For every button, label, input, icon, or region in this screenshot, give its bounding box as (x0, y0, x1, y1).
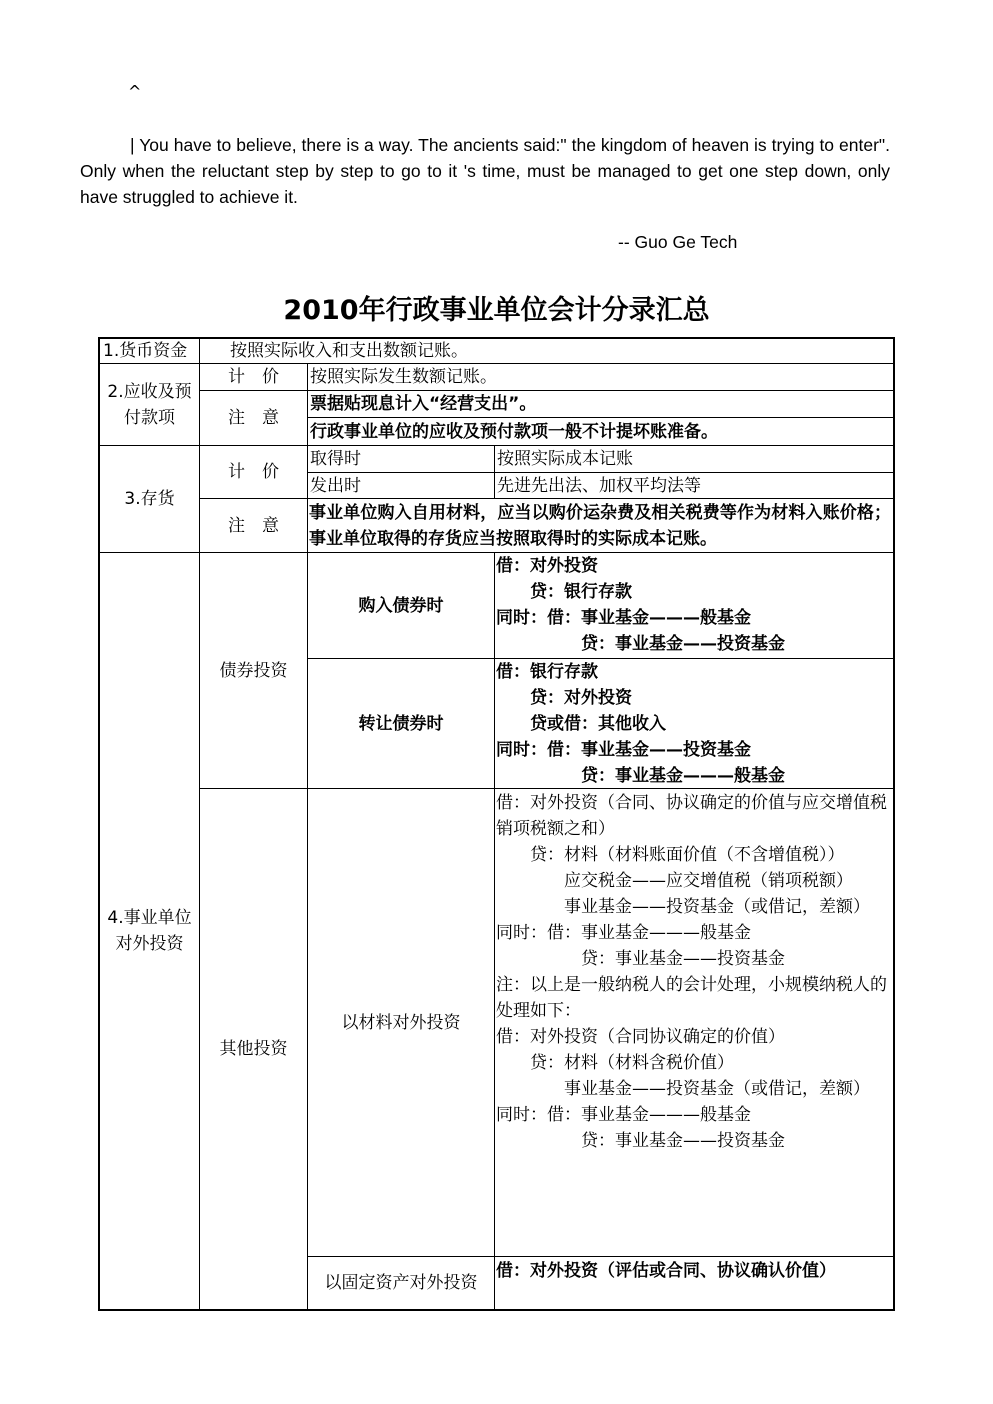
cell-inventory-category: 3.存货 (124, 489, 175, 509)
cell-inventory-issue-label: 发出时 (310, 475, 361, 496)
cell-receivable-note-1: 票据贴现息计入“经营支出”。 (310, 394, 537, 414)
cell-receivable-note-label: 注 意 (228, 408, 279, 428)
cell-material-investment-label: 以材料对外投资 (341, 1012, 461, 1033)
cell-inventory-acquire: 按照实际成本记账 (497, 449, 633, 469)
caret-mark: ^ (128, 82, 142, 101)
cell-cash-rule: 按照实际收入和支出数额记账。 (230, 340, 468, 361)
cell-other-investment: 其他投资 (219, 1039, 288, 1059)
cell-material-investment-entry: 借：对外投资（合同、协议确定的价值与应交增值税销项税额之和） 贷：材料（材料账面价值（不含增值税）） 应交税金——应交增值税（销项税额） 事业基金——投资基金（或借记，差额） 同时：借：事业基金———般基金 贷：事业基金——投资基金 注：以上是一般纳税人的会计处理，小规模纳税人的处理如下： 借：对外投资（合同协议确定的价值） 贷：材料（材料含税价值） 事业基金——投资基金（或借记，差额） 同时：借：事业基金———般基金 贷：事业基金——投资基金 (496, 793, 887, 1151)
cell-inventory-acquire-label: 取得时 (310, 449, 361, 469)
cell-receivable-pricing-label: 计 价 (228, 367, 279, 387)
cell-bond-purchase-label: 购入债券时 (358, 595, 444, 616)
cell-receivable-note-2: 行政事业单位的应收及预付款项一般不计提坏账准备。 (310, 421, 718, 442)
cell-inventory-pricing-label: 计 价 (228, 462, 279, 482)
cell-inventory-note: 事业单位购入自用材料，应当以购价运杂费及相关税费等作为材料入账价格；事业单位取得的存货应当按照取得时的实际成本记账。 (309, 503, 891, 549)
cell-bond-transfer-entry: 借：银行存款 贷：对外投资 贷或借：其他收入 同时：借：事业基金——投资基金 贷：事业基金———般基金 (496, 662, 785, 786)
cell-cash-category: 1.货币资金 (103, 340, 188, 361)
cell-investment-category: 4.事业单位对外投资 (107, 908, 192, 954)
cell-bond-transfer-label: 转让债券时 (358, 713, 444, 734)
cell-receivable-pricing: 按照实际发生数额记账。 (310, 367, 497, 387)
cell-bond-investment: 债券投资 (219, 660, 288, 681)
cell-fixed-asset-investment-entry: 借：对外投资（评估或合同、协议确认价值） (496, 1261, 836, 1281)
quote-paragraph: | You have to believe, there is a way. The ancients said:" the kingdom of heaven is trying to enter". Only when the reluctant step by step to go to it 's time, must be managed to get one step down, only have struggled to achieve it. (80, 135, 890, 207)
cell-receivable-category: 2.应收及预付款项 (107, 381, 192, 428)
page-title: 2010年行政事业单位会计分录汇总 (283, 295, 710, 326)
quote-author: -- Guo Ge Tech (618, 232, 738, 252)
cell-inventory-note-label: 注 意 (228, 515, 279, 536)
cell-bond-purchase-entry: 借：对外投资 贷：银行存款 同时：借：事业基金———般基金 贷：事业基金——投资基金 (496, 556, 785, 654)
cell-fixed-asset-investment-label: 以固定资产对外投资 (324, 1273, 478, 1293)
cell-inventory-issue: 先进先出法、加权平均法等 (497, 475, 701, 496)
